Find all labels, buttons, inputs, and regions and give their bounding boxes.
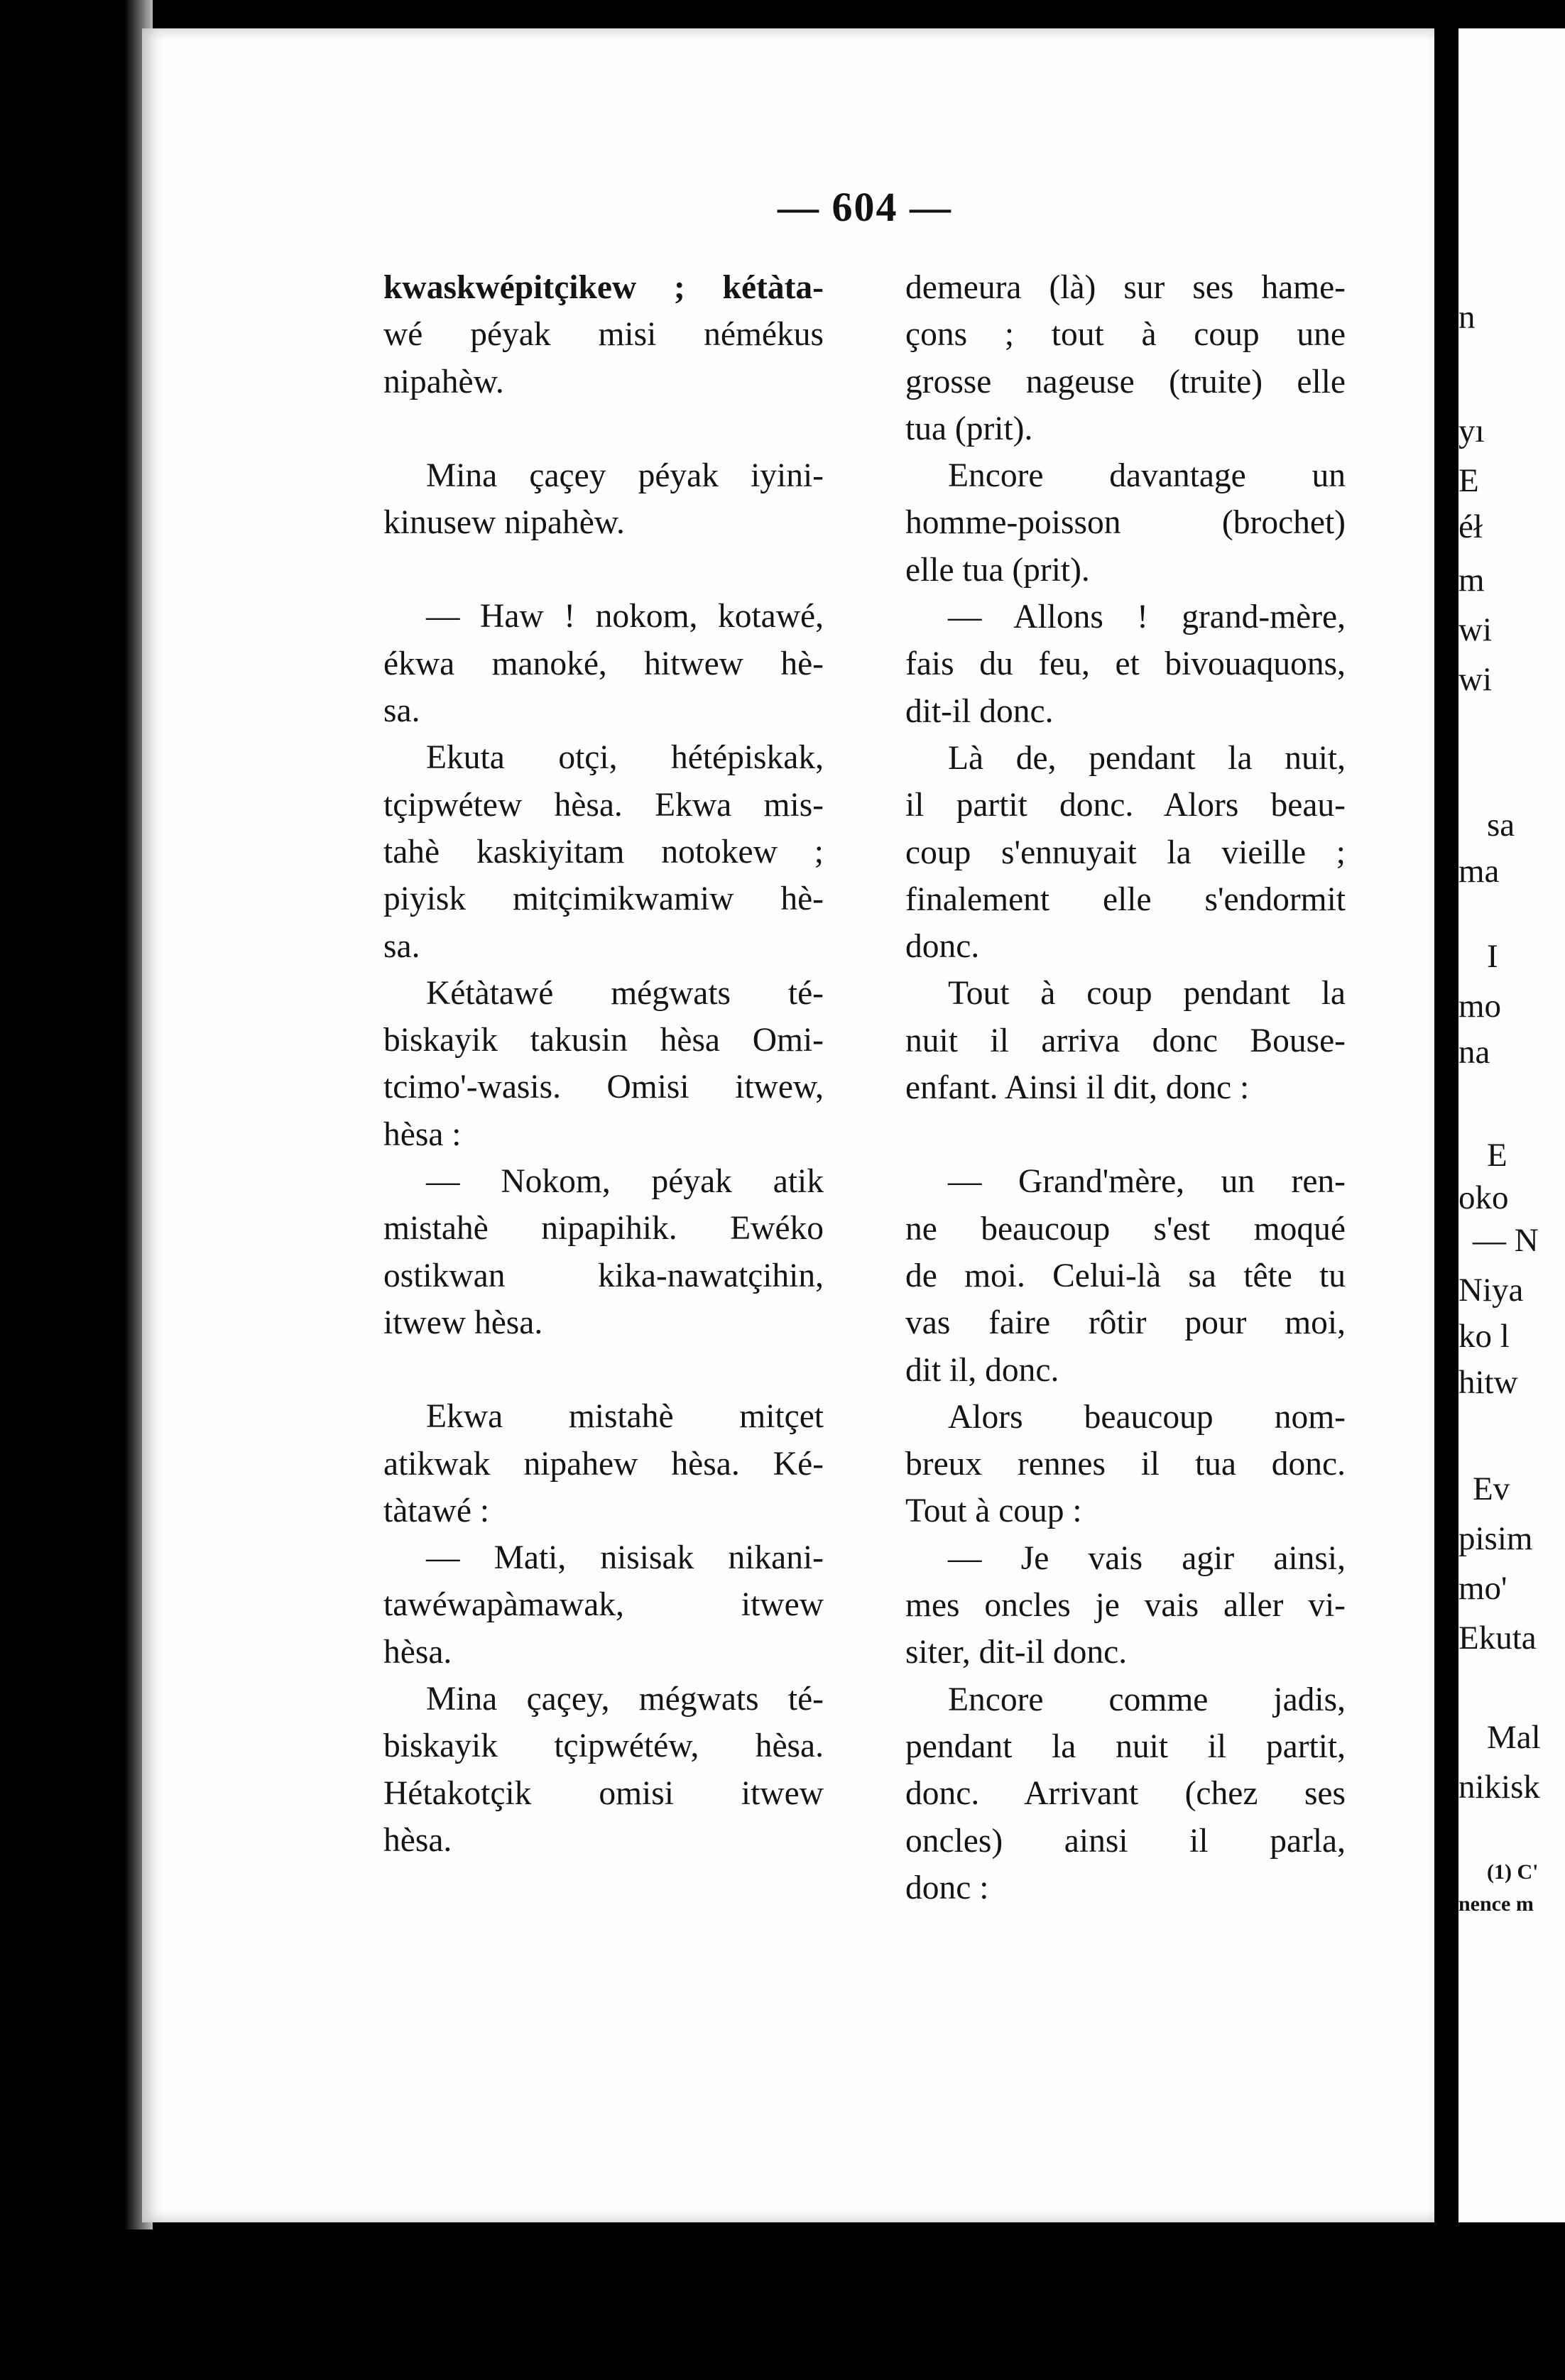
paragraph	[905, 264, 1346, 452]
text-line: pendant la nuit il partit,	[905, 1727, 1346, 1765]
paragraph	[383, 1534, 824, 1676]
paragraph	[905, 594, 1346, 735]
text-line: mistahè nipapihik. Ewéko	[383, 1210, 824, 1248]
adjacent-page-footnote-fragment: (1) C'	[1487, 1860, 1539, 1884]
text-line: wé péyak misi némékus	[383, 316, 824, 354]
text-line: tawéwapàmawak, itwew	[383, 1586, 824, 1624]
paragraph	[905, 1676, 1346, 1911]
text-line: grosse nageuse (truite) elle	[905, 363, 1346, 400]
text-line: biskayik tçipwétéw, hèsa.	[383, 1727, 824, 1765]
text-line: kinusew nipahèw.	[383, 504, 625, 542]
text-line: coup s'ennuyait la vieille ;	[905, 834, 1346, 871]
paragraph	[383, 264, 824, 405]
text-line: donc.	[905, 928, 980, 966]
adjacent-page-text-fragment: Ekuta	[1458, 1620, 1537, 1656]
paragraph-gap	[383, 1346, 824, 1393]
text-line: Ekwa mistahè mitçet	[426, 1398, 824, 1436]
text-line: ostikwan kika-nawatçihin,	[383, 1257, 824, 1294]
text-line: nuit il arriva donc Bouse-	[905, 1022, 1346, 1059]
text-line: fais du feu, et bivouaquons,	[905, 645, 1346, 683]
paragraph	[383, 452, 824, 547]
adjacent-page-text-fragment: wi	[1458, 611, 1492, 648]
text-line: piyisk mitçimikwamiw hè-	[383, 880, 824, 918]
adjacent-page-text-fragment: E	[1487, 1137, 1507, 1174]
text-line: dit-il donc.	[905, 692, 1054, 730]
paragraph	[383, 1158, 824, 1346]
adjacent-page-text-fragment: sa	[1487, 807, 1515, 844]
text-line: finalement elle s'endormit	[905, 880, 1346, 918]
paragraph	[905, 1394, 1346, 1535]
paragraph	[905, 735, 1346, 970]
text-line: breux rennes il tua donc.	[905, 1446, 1346, 1483]
paragraph	[905, 452, 1346, 594]
page-gutter	[1441, 0, 1458, 2380]
text-line: tçipwétew hèsa. Ekwa mis-	[383, 786, 824, 824]
paragraph-gap	[383, 405, 824, 452]
text-line: elle tua (prit).	[905, 551, 1090, 589]
text-line: Là de, pendant la nuit,	[948, 739, 1346, 777]
adjacent-page-text-fragment: na	[1458, 1034, 1490, 1071]
book-page	[142, 28, 1434, 2222]
adjacent-page-text-fragment: ko l	[1458, 1318, 1510, 1355]
scan-border-left	[0, 0, 135, 2380]
scan-border-bottom	[0, 2229, 1565, 2380]
adjacent-page-text-fragment: wi	[1458, 661, 1492, 698]
text-line: — Nokom, péyak atik	[426, 1163, 824, 1201]
adjacent-page-text-fragment: pisim	[1458, 1520, 1533, 1557]
kiowa-text-column	[383, 264, 824, 1864]
adjacent-page-text-fragment: n	[1458, 299, 1476, 336]
text-line: vas faire rôtir pour moi,	[905, 1304, 1346, 1342]
text-line: dit il, donc.	[905, 1351, 1059, 1389]
text-line: — Allons ! grand-mère,	[948, 599, 1346, 636]
text-line: enfant. Ainsi il dit, donc :	[905, 1069, 1250, 1107]
adjacent-page-text-fragment: mo'	[1458, 1570, 1507, 1607]
text-line: hèsa.	[383, 1633, 452, 1671]
paragraph	[905, 1535, 1346, 1676]
text-line: nipahèw.	[383, 363, 504, 400]
adjacent-page-text-fragment: m	[1458, 562, 1485, 599]
text-line: demeura (là) sur ses hame-	[905, 269, 1346, 306]
adjacent-page-text-fragment: ma	[1458, 853, 1500, 890]
text-line: siter, dit-il donc.	[905, 1634, 1128, 1671]
adjacent-page-text-fragment: éł	[1458, 508, 1483, 545]
adjacent-page-text-fragment: oko	[1458, 1179, 1509, 1216]
paragraph-gap	[905, 1111, 1346, 1158]
text-line: sa.	[383, 927, 420, 965]
adjacent-page-text-fragment: E	[1458, 462, 1479, 499]
text-line: çons ; tout à coup une	[905, 316, 1346, 354]
text-line: tahè kaskiyitam notokew ;	[383, 833, 824, 870]
text-line: kwaskwépitçikew ; kétàta-	[383, 269, 824, 306]
page-number: — 604 —	[778, 184, 952, 230]
paragraph	[383, 970, 824, 1158]
text-line: Kétàtawé mégwats té-	[426, 974, 824, 1012]
text-line: de moi. Celui-là sa tête tu	[905, 1257, 1346, 1294]
text-line: Encore davantage un	[948, 457, 1346, 495]
text-line: Mina çaçey, mégwats té-	[426, 1681, 824, 1718]
text-line: Alors beaucoup nom-	[948, 1398, 1346, 1436]
text-line: donc :	[905, 1869, 989, 1906]
paragraph	[383, 734, 824, 969]
text-line: — Je vais agir ainsi,	[948, 1539, 1346, 1577]
french-translation-column	[905, 264, 1346, 1911]
adjacent-page-text-fragment: I	[1487, 938, 1498, 975]
text-line: Tout à coup pendant la	[948, 975, 1346, 1012]
text-line: mes oncles je vais aller vi-	[905, 1587, 1346, 1625]
adjacent-page-text-fragment: hitw	[1458, 1364, 1518, 1401]
text-line: itwew hèsa.	[383, 1304, 543, 1341]
text-line: atikwak nipahew hèsa. Ké-	[383, 1445, 824, 1483]
text-line: — Grand'mère, un ren-	[948, 1163, 1346, 1201]
adjacent-page-text-fragment: mo	[1458, 988, 1502, 1025]
adjacent-page-footnote-fragment: nence m	[1458, 1892, 1534, 1916]
adjacent-page-edge	[1458, 28, 1565, 2222]
paragraph	[905, 970, 1346, 1111]
text-line: ékwa manoké, hitwew hè-	[383, 645, 824, 682]
paragraph	[383, 593, 824, 734]
paragraph	[383, 1676, 824, 1864]
adjacent-page-text-fragment: Mal	[1487, 1719, 1541, 1756]
text-line: hèsa.	[383, 1821, 452, 1859]
text-line: ne beaucoup s'est moqué	[905, 1210, 1346, 1248]
text-line: hèsa :	[383, 1115, 462, 1153]
text-line: Tout à coup :	[905, 1492, 1082, 1530]
text-line: Ekuta otçi, hétépiskak,	[426, 739, 824, 777]
paragraph-gap	[383, 546, 824, 593]
text-line: — Haw ! nokom, kotawé,	[426, 598, 824, 635]
text-line: Encore comme jadis,	[948, 1681, 1346, 1718]
text-line: donc. Arrivant (chez ses	[905, 1775, 1346, 1813]
adjacent-page-text-fragment: nikisk	[1458, 1769, 1540, 1806]
text-line: Mina çaçey péyak iyini-	[426, 457, 824, 494]
text-line: oncles) ainsi il parla,	[905, 1822, 1346, 1860]
text-line: — Mati, nisisak nikani-	[426, 1539, 824, 1577]
text-line: tàtawé :	[383, 1492, 490, 1529]
adjacent-page-text-fragment: Niya	[1458, 1272, 1524, 1309]
paragraph	[905, 1158, 1346, 1393]
text-line: il partit donc. Alors beau-	[905, 787, 1346, 824]
text-line: homme-poisson (brochet)	[905, 504, 1346, 542]
paragraph	[383, 1393, 824, 1534]
text-line: sa.	[383, 692, 420, 730]
text-line: biskayik takusin hèsa Omi-	[383, 1022, 824, 1059]
text-line: tcimo'-wasis. Omisi itwew,	[383, 1069, 824, 1106]
text-line: tua (prit).	[905, 410, 1033, 447]
text-line: Hétakotçik omisi itwew	[383, 1774, 824, 1812]
adjacent-page-text-fragment: Ev	[1473, 1470, 1510, 1507]
adjacent-page-text-fragment: yı	[1458, 413, 1485, 449]
adjacent-page-text-fragment: — N	[1473, 1222, 1539, 1259]
